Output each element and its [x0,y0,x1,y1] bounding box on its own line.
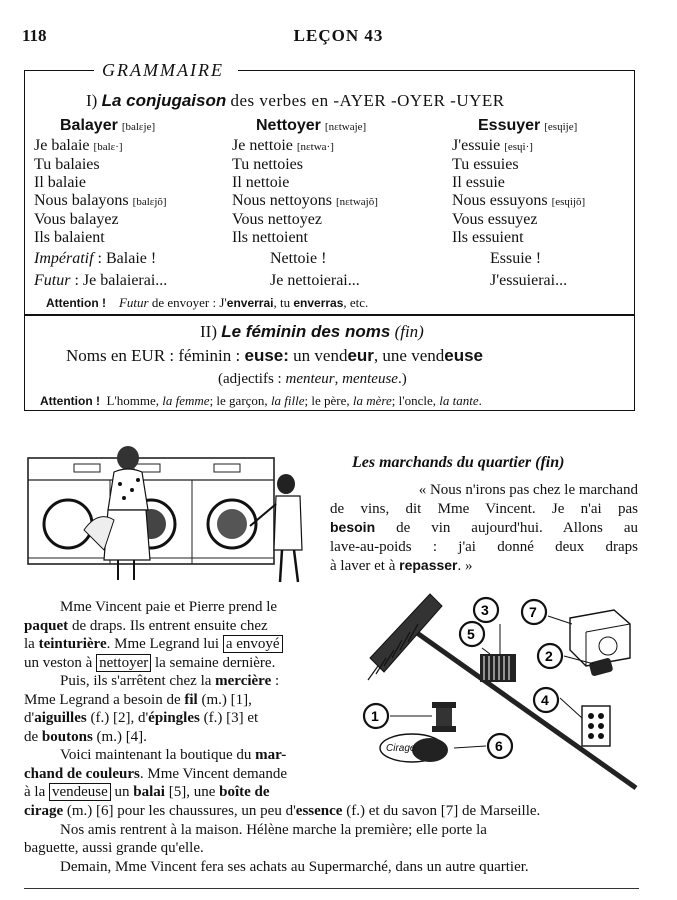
enverras: enverras [293,296,344,310]
col3-futur: J'essuierai... [490,272,568,289]
col1-imperatif: Impératif : Balaie ! [34,250,157,267]
attention-label: Attention ! [46,296,106,310]
label-7: 7 [529,604,537,620]
body-text: . Mme Legrand lui [106,636,223,652]
col2-form-phon: [nɛtwa·] [296,141,334,153]
col2-form: Vous nettoyez [232,211,322,228]
col2-form-phon: [nɛtwajõ] [336,196,378,208]
body-full-width [24,802,639,876]
buttons-card-icon [582,706,610,746]
futur-label: Futur [34,272,71,289]
thread-spool-icon [432,702,456,732]
body-bold: boutons [41,728,93,745]
body-line: baguette, aussi grande qu'elle. [24,840,204,856]
adj-text: .) [397,371,407,387]
col1-form-phon: [balɛjõ] [132,196,167,208]
col1-form: Il balaie [34,174,86,191]
euse-bold: euse: [244,346,289,365]
body-bold: boîte de [219,784,270,800]
body-bold: mar- [255,747,287,763]
body-text: . Mme Vincent demande [139,765,287,782]
adj-text: (adjectifs : [218,371,286,387]
attention-text: de envoyer : J' [151,295,227,310]
section2-title: Le féminin des noms [221,322,391,341]
body-bold: balai [133,784,165,800]
col2-form: Nous nettoyons [232,192,332,209]
col2-header [256,117,366,136]
col1-futur: Futur : Je balaierai... [34,272,168,289]
label-6: 6 [495,738,503,754]
col1-form: Tu balaies [34,156,100,173]
body-text: à la [24,784,49,800]
label-5: 5 [467,626,475,642]
col1-form: Je balaie [34,137,90,154]
section1-rest: des verbes en -AYER -OYER -UYER [230,91,505,110]
col2-imperatif: Nettoie ! [270,250,327,267]
col3-verb: Essuyer [478,117,541,134]
eur-text: , une vend [373,346,445,365]
body-text: Voici maintenant la boutique du [60,747,256,763]
body-text: [5], une [164,784,220,800]
euse-bold-2: euse [444,346,484,365]
reading-line: lave-au-poids : j'ai donné deux draps [330,538,638,555]
reading-text: . » [457,558,473,574]
label-2: 2 [545,648,553,664]
attention-text: , etc. [343,295,369,310]
body-line: Demain, Mme Vincent fera ses achats au Supermarché, dans un autre quartier. [60,858,529,875]
att2-fem: la mère [352,393,392,408]
section2-numeral: II) [200,322,217,341]
col2-form: Il nettoie [232,174,290,191]
att2-text: ; le garçon, [209,393,268,408]
body-text: la semaine dernière. [151,654,276,671]
adj-menteur: menteur [285,371,335,387]
section1-numeral: I) [86,91,98,110]
body-text: de [24,728,42,745]
imperatif-label: Impératif [34,250,94,267]
body-text: (m.) [6] pour les chaussures, un peu d' [63,803,296,819]
col3-phon: [esɥije] [544,121,578,133]
attention-text: , tu [273,295,294,310]
needles-icon [480,654,516,682]
body-text: (f.) [3] et [199,710,259,726]
col1-verb: Balayer [60,117,118,134]
att2-fem: la tante [439,393,479,408]
col1-imperatif-value: Balaie ! [106,250,157,267]
reading-paragraph [330,481,638,576]
body-line: Mme Vincent paie et Pierre prend le [60,599,278,615]
col1-form: Vous balayez [34,211,119,228]
col2-futur: Je nettoierai... [270,272,360,289]
body-text: (f.) et du savon [7] de Marseille. [342,803,541,819]
col1-futur-value: Je balaierai... [82,272,168,289]
col3-forms [452,137,585,247]
col1-header [60,117,155,136]
body-bold: chand de couleurs [24,765,140,782]
eur-rule-line [66,347,483,365]
col2-verb: Nettoyer [256,117,321,134]
shoe-polish-icon [380,734,448,762]
eur-text: Noms en EUR : féminin : [66,346,245,365]
besoin-bold: besoin [330,519,376,535]
att2-text: ; le père, [304,393,350,408]
att2-fem: la fille [270,393,305,408]
body-bold: teinturière [38,636,107,652]
attention-label-2: Attention ! [40,394,100,408]
section1-heading [86,92,505,110]
col3-form: Nous essuyons [452,192,548,209]
page-number: 118 [22,26,47,45]
section2-fin: (fin) [394,322,424,341]
col3-header [478,117,577,136]
col1-form: Ils balaient [34,229,105,246]
col1-form-phon: [balɛ·] [93,141,123,153]
col2-form: Ils nettoient [232,229,308,246]
col3-form: Il essuie [452,174,505,191]
col2-form: Je nettoie [232,137,293,154]
col3-form: Tu essuies [452,156,519,173]
col1-forms [34,137,167,247]
col3-form-phon: [esɥi·] [504,141,533,153]
body-bold: cirage [24,803,64,819]
eur-bold: eur [347,346,374,365]
body-text: la [24,636,39,652]
col3-imperatif: Essuie ! [490,250,542,267]
attention-feminine-line [40,392,482,410]
body-bold: aiguilles [34,710,87,726]
att2-text: L'homme, [106,393,160,408]
boxed-word: vendeuse [49,783,111,801]
body-text: Puis, ils s'arrêtent chez la [60,673,216,689]
col1-phon: [balɛje] [121,121,156,133]
col2-forms [232,137,378,247]
att2-text: ; l'oncle, [391,393,436,408]
laundromat-illustration [24,440,324,586]
label-1: 1 [371,708,379,724]
soap-icon [570,610,630,666]
col2-form: Tu nettoies [232,156,303,173]
att2-text: . [478,393,482,408]
body-text: un veston à [24,654,97,671]
col3-form: J'essuie [452,137,501,154]
body-bold: fil [184,691,198,708]
adj-menteuse: menteuse [342,371,398,387]
body-text: un [110,784,134,800]
label-4: 4 [541,692,549,708]
body-text: (f.) [2], d' [86,710,149,726]
attention-futur-line [46,294,368,312]
att2-fem: la femme [162,393,210,408]
body-text: (m.) [1], [197,691,252,708]
body-text: de draps. Ils entrent ensuite chez [68,617,268,634]
futur-word: Futur [118,295,149,310]
col3-form-phon: [esɥijõ] [551,196,586,208]
reading-line: de vins, dit Mme Vincent. Je n'ai pas [330,500,638,517]
repasser-bold: repasser [399,557,458,573]
section1-title: La conjugaison [101,91,227,110]
reading-text: à laver et à [330,558,400,574]
adjectives-line [218,370,407,388]
adj-sep: , [334,371,343,387]
grammar-divider [24,314,635,316]
section2-heading [200,323,424,341]
reading-title: Les marchands du quartier (fin) [352,454,565,471]
reading-line: « Nous n'irons pas chez le marchand [418,482,638,498]
boxed-word: a envoyé [223,635,283,653]
col1-form: Nous balayons [34,192,129,209]
col3-form: Ils essuient [452,229,524,246]
col2-phon: [nɛtwaje] [324,121,367,133]
boxed-word: nettoyer [96,654,151,672]
reading-text: de vin aujourd'hui. Allons au [375,520,638,536]
col3-form: Vous essuyez [452,211,538,228]
enverrai: enverrai [226,296,274,310]
eur-text: un vend [288,346,348,365]
label-3: 3 [481,602,489,618]
body-bold: essence [295,803,343,819]
body-line: Nos amis rentrent à la maison. Hélène marche la première; elle porte la [60,821,487,838]
lesson-title: LEÇON 43 [293,26,384,45]
body-left-column: Mme Vincent paie et Pierre prend le paquet de draps. Ils entrent ensuite chez la teinturière. Mme Legrand lui a envoyé un veston à nettoyer la semaine dernière. Puis, ils s'arrêtent chez la mercière : Mme Legrand a besoin de fil (m.) [1], d'aiguilles (f.) [2], d'épingles (f.) [3] et de boutons (m.) [4]. Voici maintenant la boutique du mar- chand de couleurs. Mme Vincent demande à la vendeuse un balai [5], une boîte de [24,598,338,802]
body-text: d' [24,710,35,726]
items-illustration [350,588,642,798]
body-text: Mme Legrand a besoin de [24,691,185,708]
body-bold: épingles [148,710,200,726]
grammar-title: GRAMMAIRE [102,60,224,80]
body-bold: mercière [215,673,272,689]
body-bold: paquet [24,617,69,634]
body-text: (m.) [4]. [92,728,147,745]
cirage-label: Cirage [386,743,416,754]
bottom-rule [24,888,639,889]
